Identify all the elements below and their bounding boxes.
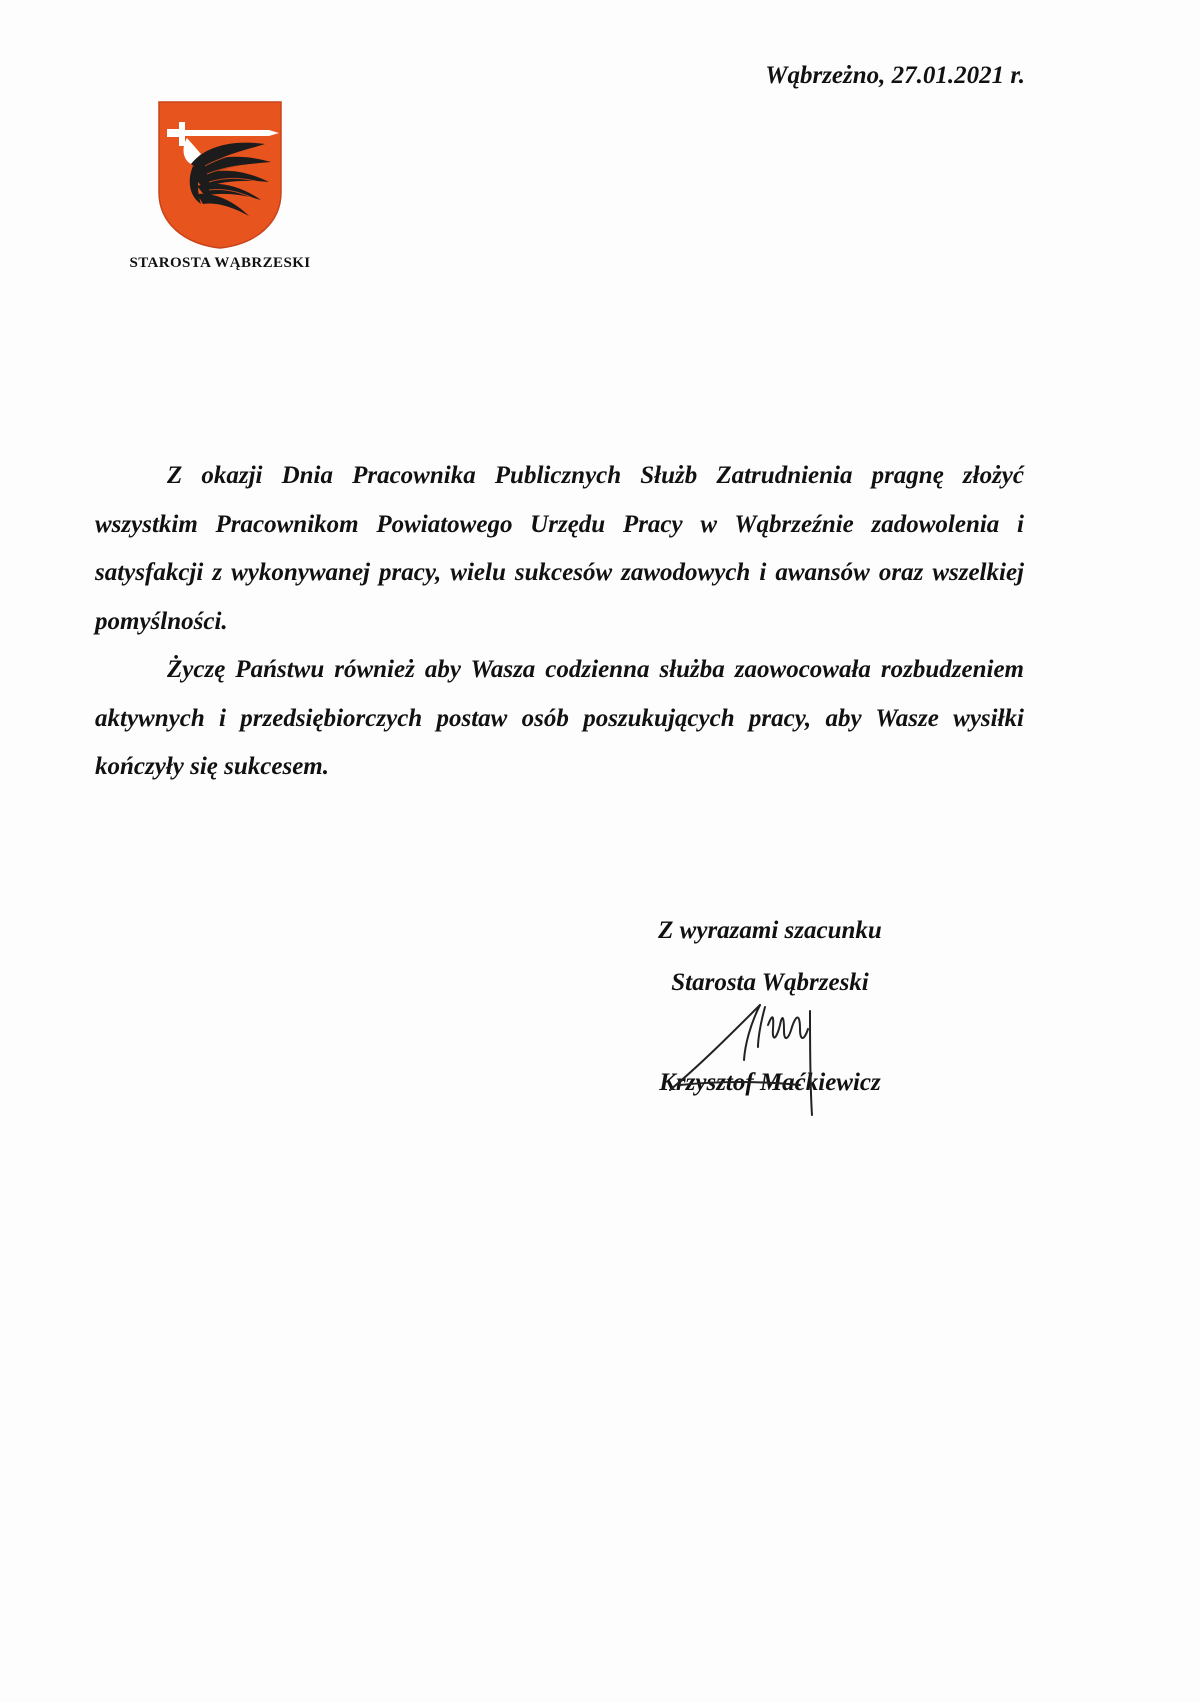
place-and-date: Wąbrzeżno, 27.01.2021 r. xyxy=(765,62,1025,89)
letter-paragraph: Z okazji Dnia Pracownika Publicznych Służb Zatrudnienia pragnę złożyć wszystkim Pracownikom Powiatowego Urzędu Pracy w Wąbrzeźnie zadowolenia i satysfakcji z wykonywanej pracy, wielu sukcesów zawodowych i awansów oraz wszelkiej pomyślności. xyxy=(95,462,1024,635)
closing-salutation: Z wyrazami szacunku xyxy=(658,917,882,944)
letter-paragraph: Życzę Państwu również aby Wasza codzienna służba zaowocowała rozbudzeniem aktywnych i przedsiębiorczych postaw osób poszukujących pracy, aby Wasze wysiłki kończyły się sukcesem. xyxy=(95,656,1024,780)
closing-block xyxy=(610,905,930,1109)
office-label: STAROSTA WĄBRZESKI xyxy=(129,255,311,271)
coat-of-arms-icon xyxy=(157,100,283,250)
signatory-title: Starosta Wąbrzeski xyxy=(671,969,869,996)
letter-body xyxy=(95,452,1024,792)
signatory-name: Krzysztof Maćkiewicz xyxy=(659,1069,881,1096)
